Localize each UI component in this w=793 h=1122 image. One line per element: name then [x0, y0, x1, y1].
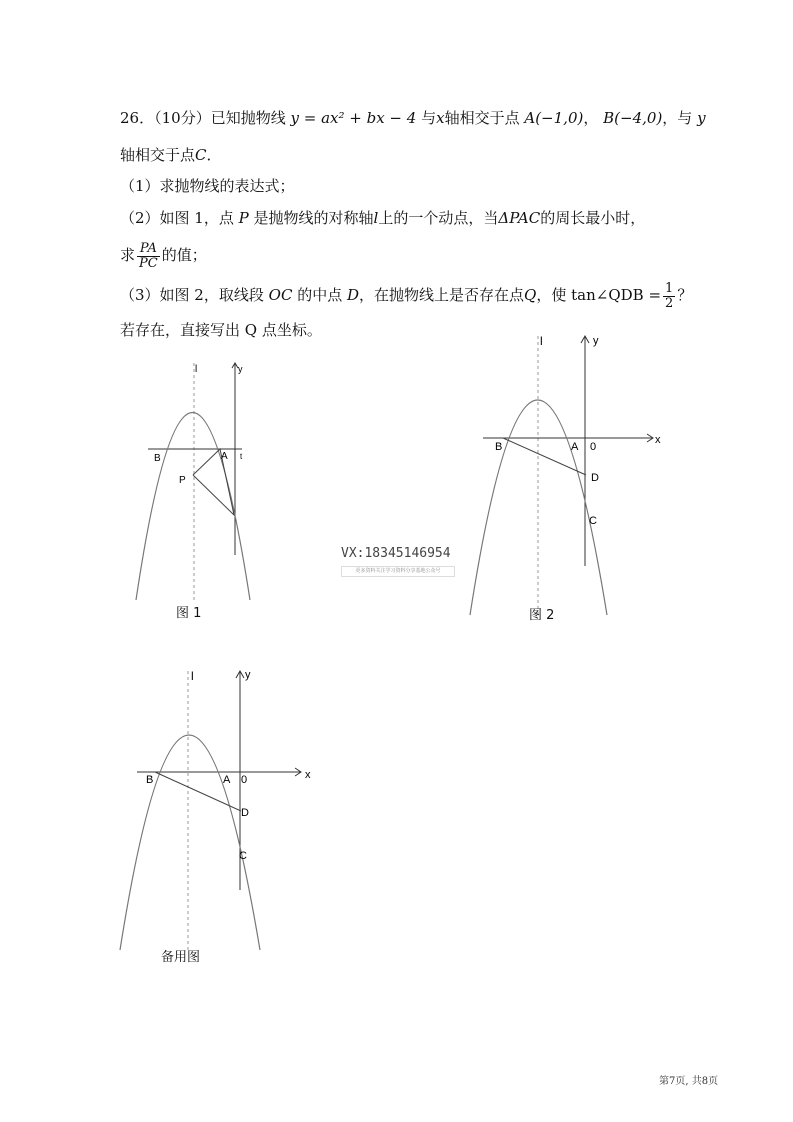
point-d: D: [347, 286, 360, 304]
part2-text: 的值；: [161, 246, 207, 264]
label-t: t: [240, 452, 243, 461]
label-a: A: [221, 451, 228, 462]
figure-3-caption: 备用图: [161, 950, 201, 965]
segment-oc: OC: [268, 286, 293, 304]
label-a: A: [571, 441, 579, 453]
question-text: 已知抛物线: [210, 109, 286, 127]
label-a: A: [223, 774, 231, 786]
figure-1-caption: 图 1: [176, 606, 202, 621]
part2-line: [120, 208, 645, 228]
label-x: x: [655, 434, 661, 446]
question-text: 轴相交于点: [444, 109, 520, 127]
label-l: l: [195, 364, 198, 375]
figure-3: [115, 665, 325, 955]
x-variable: x: [436, 109, 445, 127]
part2-text: 的周长最小时，: [540, 209, 646, 227]
label-o: 0: [241, 774, 248, 786]
fraction-pa-pc: [137, 242, 160, 271]
part3-text: 的中点: [297, 286, 343, 304]
parabola-curve: [120, 735, 260, 950]
part3-text: ，在抛物线上是否存在点: [359, 286, 525, 304]
figure-2-caption: 图 2: [529, 608, 555, 623]
label-b: B: [495, 441, 503, 453]
y-variable: y: [697, 109, 706, 127]
label-y: y: [245, 669, 251, 681]
part2-text: 是抛物线的对称轴: [253, 209, 374, 227]
question-number: 26: [120, 109, 140, 127]
question-points: （10分）: [154, 109, 211, 127]
figure-2: [465, 330, 665, 620]
parabola-curve: [136, 413, 250, 601]
figure-1: [130, 355, 260, 605]
question-text: 与: [421, 109, 437, 127]
fraction-one-half: [663, 282, 675, 311]
part1-text: （1）求抛物线的表达式；: [120, 177, 295, 195]
point-c: C: [195, 146, 207, 164]
fraction-numerator: PA: [137, 242, 160, 257]
question-text: ，与: [662, 109, 693, 127]
axis-l: l: [373, 209, 379, 227]
question-text: 轴相交于点: [120, 146, 196, 164]
watermark-contact: VX:18345146954: [341, 546, 451, 561]
part3-line: [120, 278, 692, 312]
label-y: y: [238, 364, 243, 374]
label-d: D: [591, 472, 599, 484]
label-p: P: [179, 475, 186, 486]
label-l: l: [540, 334, 543, 348]
part2-text: 上的一个动点，当: [378, 209, 499, 227]
label-y: y: [593, 335, 599, 347]
watermark-banner: 更多资料关注学习资料分享基地公众号: [341, 566, 455, 577]
part3-text-2: 若存在，直接写出 Q 点坐标。: [120, 321, 322, 339]
part2-line-2: [120, 238, 207, 272]
label-l: l: [191, 669, 194, 683]
parabola-equation: y = ax² + bx − 4: [290, 109, 417, 127]
triangle-pac: ΔPAC: [498, 209, 541, 227]
page-number: 第7页, 共8页: [659, 1076, 719, 1087]
point-q: Q: [524, 286, 537, 304]
label-x: x: [305, 769, 311, 781]
point-b: B(−4,0): [603, 109, 663, 127]
period: ．: [206, 146, 222, 164]
question-intro-line: 26．（10分）已知抛物线 y = ax² + bx − 4 与x轴相交于点 A(−1,0)， B(−4,0)，与 y: [120, 109, 706, 127]
label-c: C: [239, 850, 247, 862]
label-c: C: [589, 515, 597, 527]
question-intro-line-2: [120, 145, 222, 165]
fraction-denominator: PC: [139, 255, 158, 271]
label-b: B: [146, 774, 154, 786]
label-d: D: [241, 807, 249, 819]
part3-text: （3）如图 2，取线段: [120, 286, 264, 304]
tan-expression: tan∠QDB =: [571, 286, 662, 304]
comma: ，: [583, 109, 599, 127]
part2-text: 求: [120, 246, 136, 264]
label-b: B: [154, 453, 161, 464]
point-a: A(−1,0): [524, 109, 584, 127]
part3-text: ？: [677, 286, 693, 304]
fraction-denominator: 2: [665, 295, 674, 311]
part3-text: ，使: [536, 286, 567, 304]
label-o: 0: [590, 441, 597, 453]
fraction-numerator: 1: [665, 280, 674, 296]
point-p: P: [238, 209, 249, 227]
part2-text: （2）如图 1，点: [120, 209, 234, 227]
